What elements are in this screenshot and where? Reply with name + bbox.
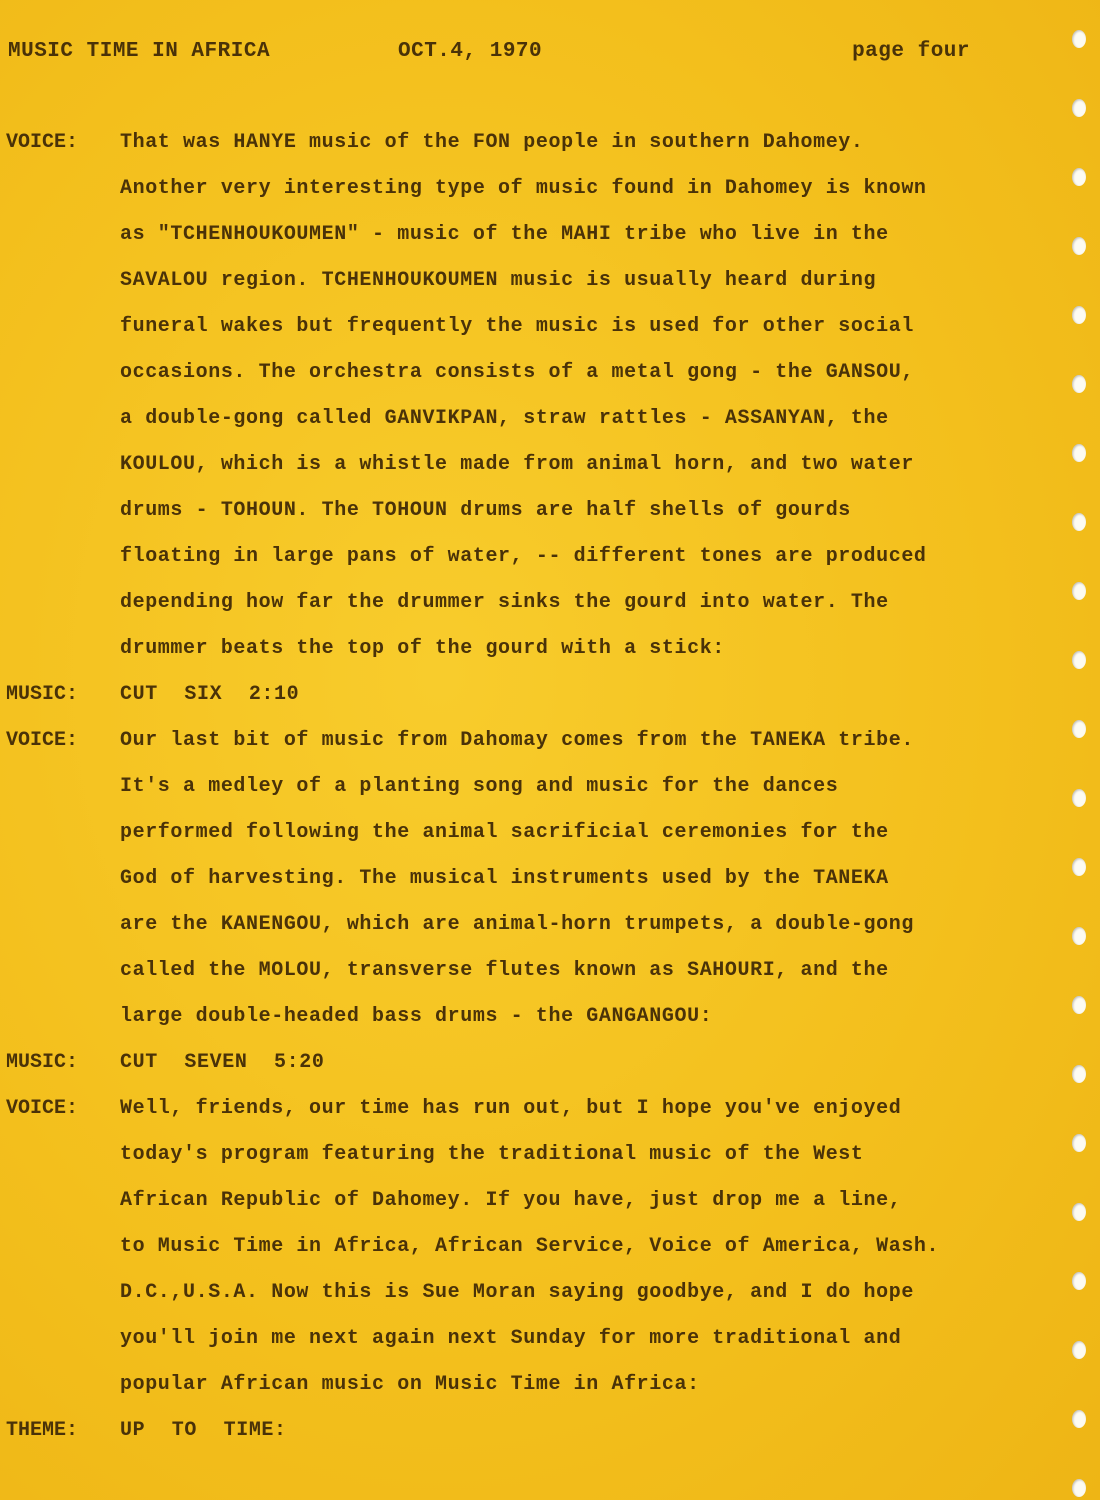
text-line: occasions. The orchestra consists of a metal gong - the GANSOU, <box>120 361 914 384</box>
text-line: Another very interesting type of music found in Dahomey is known <box>120 177 927 200</box>
speaker-label: VOICE: <box>6 729 79 752</box>
text-line: UP TO TIME: <box>120 1419 287 1442</box>
text-line: Well, friends, our time has run out, but I hope you've enjoyed <box>120 1097 902 1120</box>
text-line: Our last bit of music from Dahomay comes from the TANEKA tribe. <box>120 729 914 752</box>
feed-hole <box>1072 1341 1086 1359</box>
speaker-label: MUSIC: <box>6 1051 79 1074</box>
feed-hole <box>1072 30 1086 48</box>
entry-text <box>120 1040 1016 1086</box>
text-line: popular African music on Music Time in Africa: <box>120 1373 700 1396</box>
script-entry <box>6 718 1016 1040</box>
script-entry <box>6 1408 1016 1454</box>
script-entry <box>6 1086 1016 1408</box>
text-line: floating in large pans of water, -- different tones are produced <box>120 545 927 568</box>
script-body <box>6 120 1016 1454</box>
page-number: page four <box>852 40 970 63</box>
speaker-label: VOICE: <box>6 131 79 154</box>
entry-text <box>120 718 1016 1040</box>
feed-hole <box>1072 858 1086 876</box>
feed-hole <box>1072 789 1086 807</box>
feed-hole <box>1072 375 1086 393</box>
text-line: It's a medley of a planting song and music for the dances <box>120 775 839 798</box>
feed-hole <box>1072 720 1086 738</box>
text-line: CUT SEVEN 5:20 <box>120 1051 325 1074</box>
text-line: funeral wakes but frequently the music is used for other social <box>120 315 914 338</box>
text-line: performed following the animal sacrificial ceremonies for the <box>120 821 889 844</box>
feed-hole <box>1072 1272 1086 1290</box>
entry-text <box>120 120 1016 672</box>
page-header <box>8 40 970 70</box>
text-line: a double-gong called GANVIKPAN, straw rattles - ASSANYAN, the <box>120 407 889 430</box>
entry-text <box>120 1086 1016 1408</box>
feed-hole <box>1072 1479 1086 1497</box>
text-line: SAVALOU region. TCHENHOUKOUMEN music is usually heard during <box>120 269 877 292</box>
speaker-label: MUSIC: <box>6 683 79 706</box>
text-line: That was HANYE music of the FON people in southern Dahomey. <box>120 131 864 154</box>
text-line: to Music Time in Africa, African Service, Voice of America, Wash. <box>120 1235 940 1258</box>
feed-hole <box>1072 1203 1086 1221</box>
text-line: African Republic of Dahomey. If you have, just drop me a line, <box>120 1189 902 1212</box>
feed-hole <box>1072 444 1086 462</box>
feed-hole <box>1072 582 1086 600</box>
feed-hole <box>1072 1410 1086 1428</box>
text-line: depending how far the drummer sinks the gourd into water. The <box>120 591 889 614</box>
text-line: drums - TOHOUN. The TOHOUN drums are half shells of gourds <box>120 499 851 522</box>
text-line: God of harvesting. The musical instruments used by the TANEKA <box>120 867 889 890</box>
speaker-label: VOICE: <box>6 1097 79 1120</box>
script-entry <box>6 1040 1016 1086</box>
feed-hole <box>1072 306 1086 324</box>
text-line: KOULOU, which is a whistle made from animal horn, and two water <box>120 453 914 476</box>
broadcast-date: OCT.4, 1970 <box>398 40 543 63</box>
tractor-feed-holes <box>1060 0 1100 1500</box>
feed-hole <box>1072 1134 1086 1152</box>
feed-hole <box>1072 168 1086 186</box>
program-title: MUSIC TIME IN AFRICA <box>8 40 271 63</box>
feed-hole <box>1072 651 1086 669</box>
script-entry <box>6 120 1016 672</box>
feed-hole <box>1072 237 1086 255</box>
text-line: today's program featuring the traditional music of the West <box>120 1143 864 1166</box>
text-line: large double-headed bass drums - the GANGANGOU: <box>120 1005 713 1028</box>
text-line: called the MOLOU, transverse flutes known as SAHOURI, and the <box>120 959 889 982</box>
feed-hole <box>1072 1065 1086 1083</box>
feed-hole <box>1072 996 1086 1014</box>
feed-hole <box>1072 513 1086 531</box>
script-entry <box>6 672 1016 718</box>
feed-hole <box>1072 927 1086 945</box>
entry-text <box>120 672 1016 718</box>
speaker-label: THEME: <box>6 1419 79 1442</box>
text-line: drummer beats the top of the gourd with a stick: <box>120 637 725 660</box>
entry-text <box>120 1408 1016 1454</box>
text-line: are the KANENGOU, which are animal-horn trumpets, a double-gong <box>120 913 914 936</box>
text-line: CUT SIX 2:10 <box>120 683 300 706</box>
text-line: you'll join me next again next Sunday for more traditional and <box>120 1327 902 1350</box>
text-line: as "TCHENHOUKOUMEN" - music of the MAHI tribe who live in the <box>120 223 889 246</box>
text-line: D.C.,U.S.A. Now this is Sue Moran saying goodbye, and I do hope <box>120 1281 914 1304</box>
feed-hole <box>1072 99 1086 117</box>
